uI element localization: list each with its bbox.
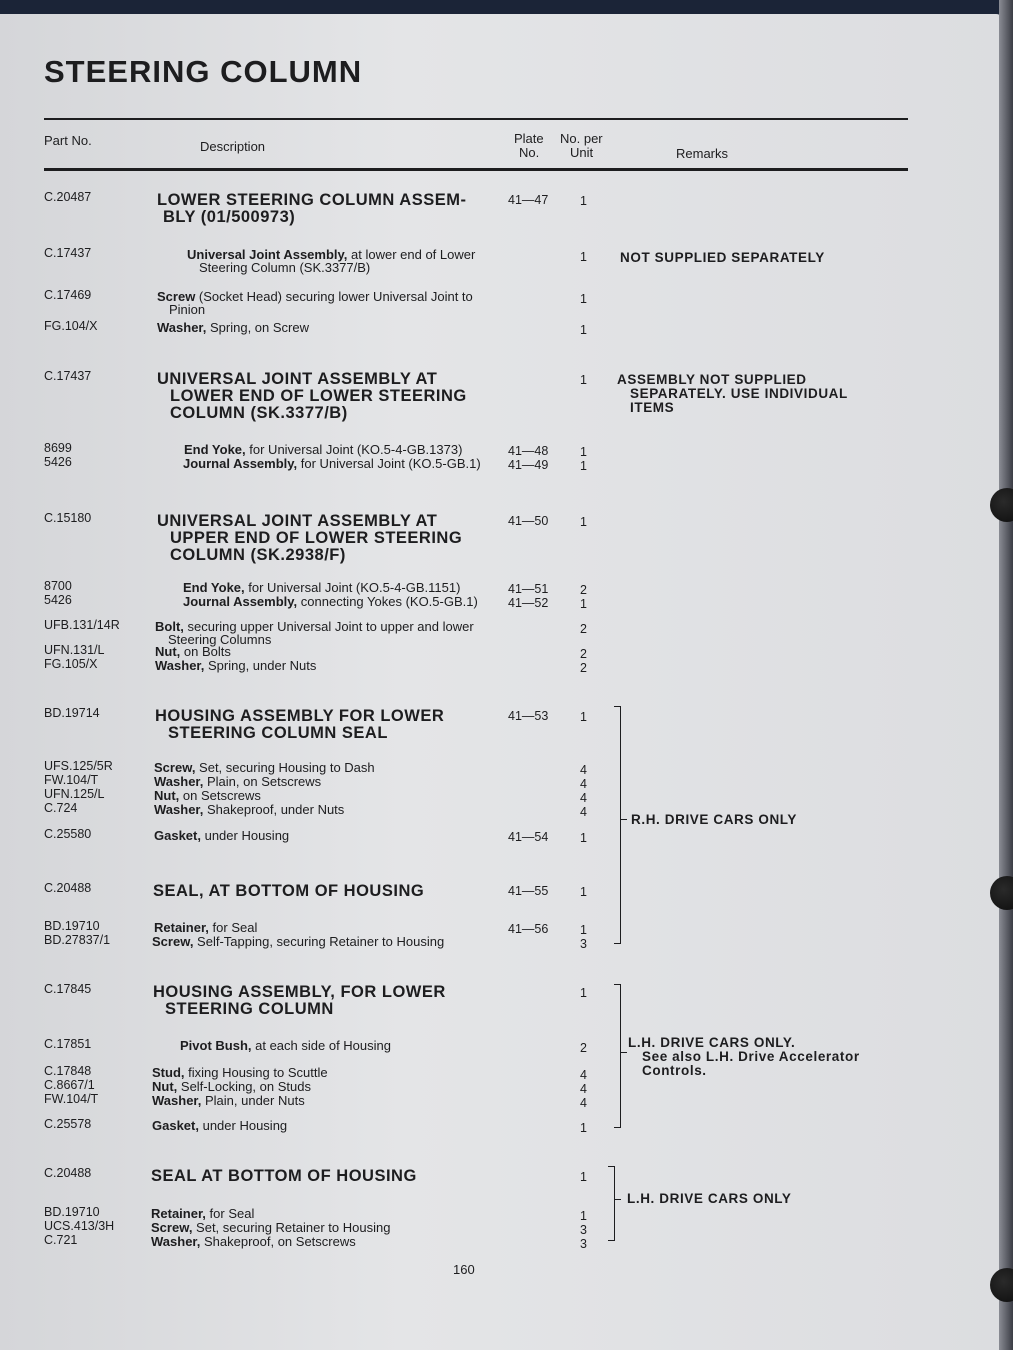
assembly-heading: COLUMN (SK.3377/B) (170, 404, 348, 422)
item-detail: on Bolts (180, 644, 231, 659)
remark-lh-drive (628, 1036, 860, 1078)
item-description (183, 581, 460, 595)
item-detail: for Universal Joint (KO.5-4-GB.1151) (244, 580, 461, 595)
assembly-heading: BLY (01/500973) (163, 208, 296, 226)
item-name: Washer, (154, 802, 204, 817)
quantity-per-unit: 1 (580, 323, 587, 337)
item-description (154, 775, 321, 789)
item-description (154, 761, 375, 775)
remark-line: See also L.H. Drive Accelerator (642, 1049, 860, 1064)
binder-edge (999, 0, 1013, 1350)
item-description (180, 1039, 391, 1053)
item-detail: Plain, under Nuts (201, 1093, 305, 1108)
quantity-per-unit: 4 (580, 791, 587, 805)
part-number: C.724 (44, 801, 78, 815)
assembly-heading: STEERING COLUMN (165, 1000, 334, 1018)
part-number: 5426 (44, 593, 72, 607)
part-number: C.25580 (44, 827, 92, 841)
quantity-per-unit: 1 (580, 445, 587, 459)
quantity-per-unit: 3 (580, 1237, 587, 1251)
part-number: C.20487 (44, 190, 92, 204)
catalogue-page (0, 14, 1004, 1350)
part-number: 5426 (44, 455, 72, 469)
item-name: Pivot Bush, (180, 1038, 252, 1053)
item-name: Screw, (154, 760, 196, 775)
item-description-continued: Steering Column (SK.3377/B) (199, 260, 371, 275)
part-number: C.8667/1 (44, 1078, 95, 1092)
column-header-part-no: Part No. (44, 133, 92, 148)
item-detail: under Housing (198, 1118, 288, 1133)
part-number: C.20488 (44, 881, 92, 895)
remark-line: ITEMS (630, 400, 675, 415)
assembly-heading: UNIVERSAL JOINT ASSEMBLY AT (157, 370, 438, 388)
item-name: Screw (157, 289, 196, 304)
assembly-heading: LOWER END OF LOWER STEERING (170, 387, 467, 405)
quantity-per-unit: 1 (580, 831, 587, 845)
quantity-per-unit: 2 (580, 647, 587, 661)
item-detail: Plain, on Setscrews (203, 774, 322, 789)
item-description (152, 935, 444, 949)
item-detail: Spring, under Nuts (204, 658, 317, 673)
quantity-per-unit: 1 (580, 250, 587, 264)
item-description (184, 443, 462, 457)
item-description (154, 803, 344, 817)
quantity-per-unit: 3 (580, 1223, 587, 1237)
item-description (154, 829, 289, 843)
quantity-per-unit: 4 (580, 805, 587, 819)
part-number: 8699 (44, 441, 72, 455)
quantity-per-unit: 2 (580, 622, 587, 636)
item-name: Retainer, (151, 1206, 206, 1221)
column-header-remarks: Remarks (676, 146, 729, 161)
item-detail: for Seal (205, 1206, 255, 1221)
part-number: C.17851 (44, 1037, 92, 1051)
item-description (151, 1221, 390, 1235)
part-number: C.17848 (44, 1064, 92, 1078)
item-description (152, 1119, 287, 1133)
item-detail: under Housing (200, 828, 290, 843)
plate-number: 41—49 (508, 458, 549, 472)
item-name: Nut, (152, 1079, 178, 1094)
item-name: Washer, (154, 774, 204, 789)
item-name: Washer, (157, 320, 207, 335)
item-name: Nut, (154, 788, 180, 803)
part-number: C.25578 (44, 1117, 92, 1131)
part-number: BD.19710 (44, 1205, 100, 1219)
item-detail: for Universal Joint (KO.5-4-GB.1373) (245, 442, 463, 457)
item-detail: Spring, on Screw (206, 320, 309, 335)
part-number: FG.105/X (44, 657, 98, 671)
remark-line: L.H. DRIVE CARS ONLY. (628, 1035, 796, 1050)
part-number: C.17437 (44, 246, 92, 260)
item-name: Journal Assembly, (183, 594, 298, 609)
assembly-heading: SEAL AT BOTTOM OF HOUSING (151, 1167, 417, 1185)
quantity-per-unit: 2 (580, 583, 587, 597)
quantity-per-unit: 4 (580, 1096, 587, 1110)
quantity-per-unit: 4 (580, 1068, 587, 1082)
item-detail: Self-Locking, on Studs (177, 1079, 311, 1094)
part-number: C.20488 (44, 1166, 92, 1180)
item-detail: (Socket Head) securing lower Universal Joint to (195, 289, 473, 304)
item-detail: fixing Housing to Scuttle (184, 1065, 328, 1080)
part-number: C.15180 (44, 511, 92, 525)
quantity-per-unit: 2 (580, 661, 587, 675)
item-detail: Shakeproof, under Nuts (203, 802, 345, 817)
item-detail: securing upper Universal Joint to upper and lower (183, 619, 474, 634)
item-detail: Self-Tapping, securing Retainer to Housing (193, 934, 445, 949)
remark-not-supplied: NOT SUPPLIED SEPARATELY (620, 250, 825, 265)
item-detail: for Seal (208, 920, 258, 935)
page-number: 160 (453, 1262, 475, 1277)
item-detail: for Universal Joint (KO.5-GB.1) (297, 456, 481, 471)
item-name: Gasket, (154, 828, 201, 843)
part-number: FW.104/T (44, 773, 99, 787)
quantity-per-unit: 4 (580, 763, 587, 777)
item-name: Screw, (151, 1220, 193, 1235)
remark-rh-drive: R.H. DRIVE CARS ONLY (631, 812, 798, 827)
item-description-continued: Steering Columns (168, 632, 272, 647)
item-name: Gasket, (152, 1118, 199, 1133)
column-header-description: Description (200, 139, 266, 154)
remark-assembly-not-supplied (617, 373, 848, 415)
quantity-per-unit: 1 (580, 1121, 587, 1135)
quantity-per-unit: 1 (580, 373, 587, 387)
item-detail: on Setscrews (179, 788, 261, 803)
item-name: Universal Joint Assembly, (187, 247, 348, 262)
assembly-heading: HOUSING ASSEMBLY FOR LOWER (155, 707, 445, 725)
quantity-per-unit: 1 (580, 923, 587, 937)
remark-line: SEPARATELY. USE INDIVIDUAL (630, 386, 848, 401)
part-number: UFB.131/14R (44, 618, 120, 632)
title-rule (44, 118, 908, 120)
item-description (152, 1094, 305, 1108)
item-detail: connecting Yokes (KO.5-GB.1) (297, 594, 478, 609)
part-number: 8700 (44, 579, 72, 593)
assembly-heading: COLUMN (SK.2938/F) (170, 546, 346, 564)
assembly-heading: HOUSING ASSEMBLY, FOR LOWER (153, 983, 446, 1001)
item-description (152, 1066, 328, 1080)
plate-number: 41—51 (508, 582, 549, 596)
item-description (152, 1080, 311, 1094)
item-detail: Shakeproof, on Setscrews (200, 1234, 356, 1249)
column-header-unit (560, 132, 603, 160)
part-number: C.17469 (44, 288, 92, 302)
plate-number: 41—52 (508, 596, 549, 610)
item-description (151, 1235, 356, 1249)
part-number: UFS.125/5R (44, 759, 113, 773)
item-description (183, 457, 481, 471)
quantity-per-unit: 4 (580, 1082, 587, 1096)
quantity-per-unit: 1 (580, 986, 587, 1000)
part-number: UCS.413/3H (44, 1219, 115, 1233)
part-number: UFN.131/L (44, 643, 105, 657)
page-title: STEERING COLUMN (44, 54, 363, 89)
plate-number: 41—47 (508, 193, 549, 207)
item-name: End Yoke, (183, 580, 245, 595)
remark-line: Controls. (642, 1063, 707, 1078)
assembly-heading: STEERING COLUMN SEAL (168, 724, 388, 742)
item-name: Retainer, (154, 920, 209, 935)
assembly-heading: UPPER END OF LOWER STEERING (170, 529, 463, 547)
item-description (155, 645, 231, 659)
part-number: C.721 (44, 1233, 78, 1247)
part-number: BD.19710 (44, 919, 100, 933)
item-name: Bolt, (155, 619, 184, 634)
item-detail: at lower end of Lower (347, 247, 476, 262)
item-detail: Set, securing Retainer to Housing (192, 1220, 391, 1235)
part-number: FG.104/X (44, 319, 98, 333)
item-name: Screw, (152, 934, 194, 949)
quantity-per-unit: 1 (580, 1209, 587, 1223)
part-number: C.17437 (44, 369, 92, 383)
plate-number: 41—50 (508, 514, 549, 528)
item-description (157, 321, 309, 335)
part-number: BD.27837/1 (44, 933, 111, 947)
quantity-per-unit: 1 (580, 515, 587, 529)
assembly-heading: UNIVERSAL JOINT ASSEMBLY AT (157, 512, 438, 530)
remark-lh-drive-2: L.H. DRIVE CARS ONLY (627, 1191, 792, 1206)
part-number: C.17845 (44, 982, 92, 996)
column-header-plate-line2: No. (519, 145, 540, 160)
bracket-rh-drive (613, 706, 621, 944)
plate-number: 41—53 (508, 709, 549, 723)
quantity-per-unit: 1 (580, 292, 587, 306)
quantity-per-unit: 1 (580, 194, 587, 208)
plate-number: 41—55 (508, 884, 549, 898)
quantity-per-unit: 2 (580, 1041, 587, 1055)
part-number: UFN.125/L (44, 787, 105, 801)
quantity-per-unit: 1 (580, 1170, 587, 1184)
plate-number: 41—54 (508, 830, 549, 844)
item-description (183, 595, 478, 609)
plate-number: 41—56 (508, 922, 549, 936)
bracket-lh-drive (613, 984, 621, 1128)
item-description-continued: Pinion (169, 302, 206, 317)
quantity-per-unit: 1 (580, 597, 587, 611)
column-header-unit-line1: No. per (560, 131, 603, 146)
quantity-per-unit: 3 (580, 937, 587, 951)
item-name: Washer, (151, 1234, 201, 1249)
item-name: Stud, (152, 1065, 185, 1080)
item-name: Nut, (155, 644, 181, 659)
quantity-per-unit: 1 (580, 710, 587, 724)
item-detail: Set, securing Housing to Dash (195, 760, 375, 775)
bracket-lh-drive-2 (607, 1166, 615, 1241)
assembly-heading: SEAL, AT BOTTOM OF HOUSING (153, 882, 425, 900)
plate-number: 41—48 (508, 444, 549, 458)
quantity-per-unit: 1 (580, 885, 587, 899)
header-rule (44, 168, 908, 171)
item-name: End Yoke, (184, 442, 246, 457)
quantity-per-unit: 1 (580, 459, 587, 473)
item-description (154, 921, 257, 935)
quantity-per-unit: 4 (580, 777, 587, 791)
item-description (155, 659, 316, 673)
item-description (154, 789, 261, 803)
item-detail: at each side of Housing (251, 1038, 391, 1053)
remark-line: ASSEMBLY NOT SUPPLIED (617, 372, 807, 387)
column-header-plate (514, 132, 544, 160)
part-number: BD.19714 (44, 706, 100, 720)
item-name: Journal Assembly, (183, 456, 298, 471)
item-name: Washer, (155, 658, 205, 673)
assembly-heading: LOWER STEERING COLUMN ASSEM- (157, 191, 467, 209)
item-description (151, 1207, 254, 1221)
part-number: FW.104/T (44, 1092, 99, 1106)
column-header-unit-line2: Unit (570, 145, 594, 160)
column-header-plate-line1: Plate (514, 131, 544, 146)
item-name: Washer, (152, 1093, 202, 1108)
